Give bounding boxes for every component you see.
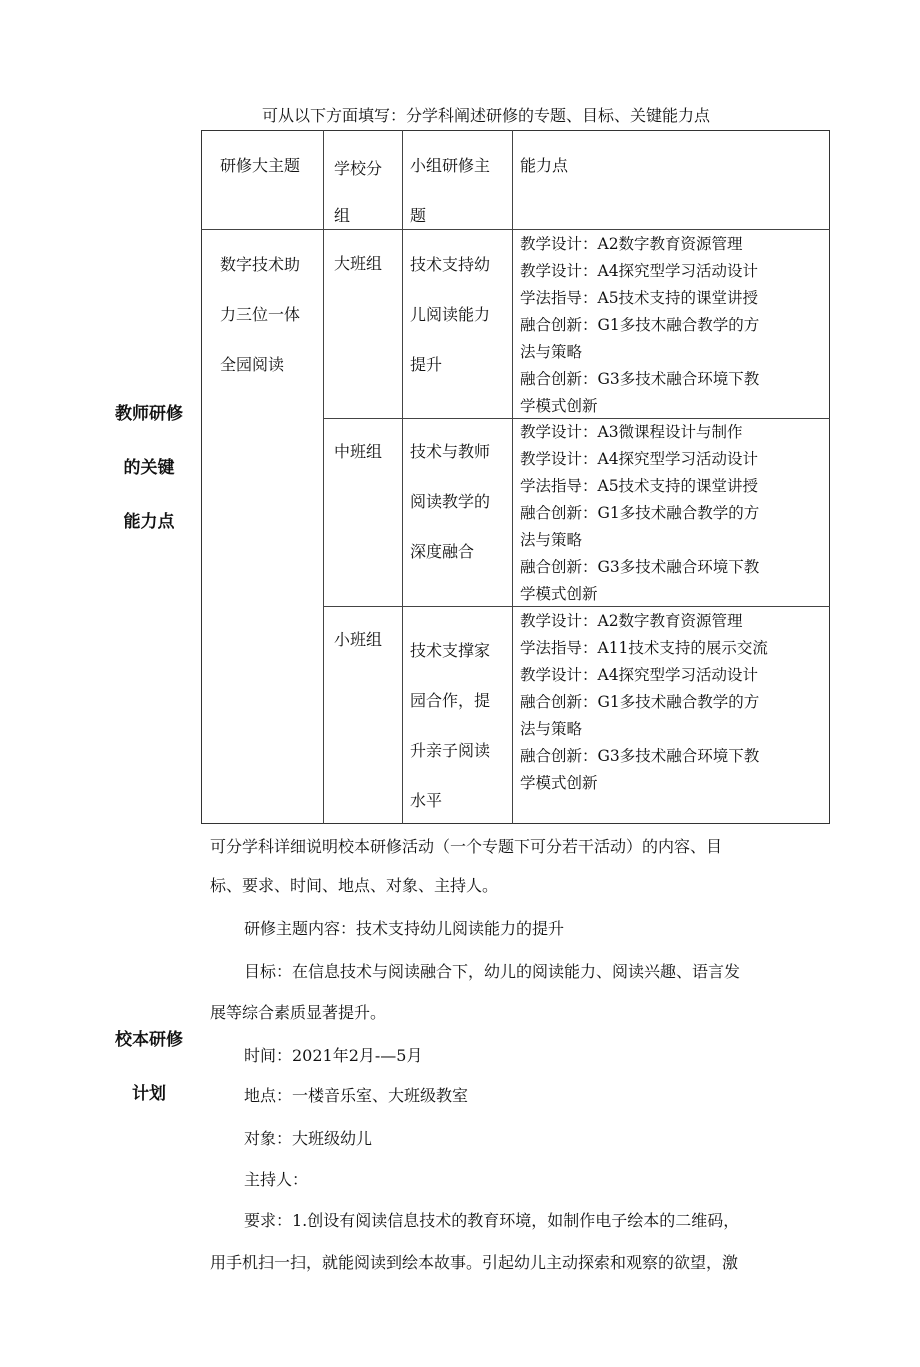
subtopic-line: 技术支撑家 [410,641,491,660]
header-topic: 研修大主题 [220,156,301,175]
topic-line: 力三位一体 [220,305,301,324]
table-divider [323,130,324,824]
intro-note: 可从以下方面填写：分学科阐述研修的专题、目标、关键能力点 [262,106,711,125]
group-abilities [520,610,768,799]
ability-line: 法与策略 [520,531,583,549]
topic-line: 数字技术助 [220,255,301,274]
header-line: 组 [334,206,351,225]
subtopic-line: 儿阅读能力 [410,305,491,324]
group-abilities [520,233,759,422]
table-divider [402,130,403,824]
table-divider [201,229,830,230]
ability-line: 教学设计：A3微课程设计与制作 [520,423,743,441]
subtopic-line: 深度融合 [410,542,475,561]
ability-line: 学法指导：A5技术支持的课堂讲授 [520,289,759,307]
subtopic-line: 技术支持幼 [410,255,491,274]
plan-requirements-line: 用手机扫一扫，就能阅读到绘本故事。引起幼儿主动探索和观察的欲望，激 [210,1253,739,1272]
subtopic-line: 园合作，提 [410,691,491,710]
header-line: 学校分 [334,159,383,178]
header-ability: 能力点 [520,156,569,175]
ability-line: 学模式创新 [520,585,598,603]
group-subtopic [410,254,490,404]
ability-line: 学模式创新 [520,397,598,415]
group-name: 中班组 [334,442,383,461]
plan-goal-line: 展等综合素质显著提升。 [210,1003,387,1022]
plan-note-line: 标、要求、时间、地点、对象、主持人。 [210,876,499,895]
topic-line: 全园阅读 [220,355,285,374]
plan-host: 主持人： [244,1170,309,1189]
plan-requirements-line: 要求：1.创设有阅读信息技术的教育环境，如制作电子绘本的二维码， [244,1211,740,1230]
ability-line: 融合创新：G3多技术融合环境下教 [520,370,760,388]
ability-line: 法与策略 [520,720,583,738]
plan-time: 时间：2021年2月-—5月 [244,1046,423,1065]
plan-note-line: 可分学科详细说明校本研修活动（一个专题下可分若干活动）的内容、目 [210,837,723,856]
label-line: 的关键 [123,458,175,478]
subtopic-line: 技术与教师 [410,442,491,461]
plan-theme: 研修主题内容：技术支持幼儿阅读能力的提升 [244,919,565,938]
header-subtopic [410,155,490,227]
subtopic-line: 升亲子阅读 [410,741,491,760]
group-abilities [520,421,759,610]
plan-place: 地点：一楼音乐室、大班级教室 [244,1086,469,1105]
header-line: 小组研修主 [410,156,491,175]
ability-line: 融合创新：G3多技术融合环境下教 [520,558,760,576]
subtopic-line: 提升 [410,355,443,374]
header-line: 题 [410,206,427,225]
section-label-key-abilities [101,404,197,566]
table-divider [512,130,513,824]
group-name: 大班组 [334,254,383,273]
ability-line: 教学设计：A4探究型学习活动设计 [520,262,759,280]
ability-line: 学法指导：A5技术支持的课堂讲授 [520,477,759,495]
ability-line: 融合创新：G3多技术融合环境下教 [520,747,760,765]
group-subtopic [410,640,490,840]
ability-line: 融合创新：G1多技木融合教学的方 [520,316,760,334]
plan-goal-line: 目标：在信息技术与阅读融合下，幼儿的阅读能力、阅读兴趣、语言发 [244,962,741,981]
label-line: 能力点 [123,512,175,532]
label-line: 校本研修 [115,1030,183,1050]
ability-line: 学模式创新 [520,774,598,792]
ability-line: 教学设计：A4探究型学习活动设计 [520,666,759,684]
header-group [334,158,382,227]
subtopic-line: 阅读教学的 [410,492,491,511]
group-subtopic [410,441,490,591]
ability-line: 学法指导：A11技术支持的展示交流 [520,639,768,657]
ability-line: 法与策略 [520,343,583,361]
subtopic-line: 水平 [410,791,443,810]
ability-line: 教学设计：A4探究型学习活动设计 [520,450,759,468]
main-topic [220,254,300,404]
label-line: 教师研修 [115,404,183,424]
label-line: 计划 [132,1084,166,1104]
ability-line: 教学设计：A2数字教育资源管理 [520,612,743,630]
ability-line: 融合创新：G1多技术融合教学的方 [520,693,760,711]
ability-line: 融合创新：G1多技术融合教学的方 [520,504,760,522]
plan-audience: 对象：大班级幼儿 [244,1129,373,1148]
section-label-plan [101,1030,197,1138]
ability-line: 教学设计：A2数字教育资源管理 [520,235,743,253]
group-name: 小班组 [334,630,383,649]
